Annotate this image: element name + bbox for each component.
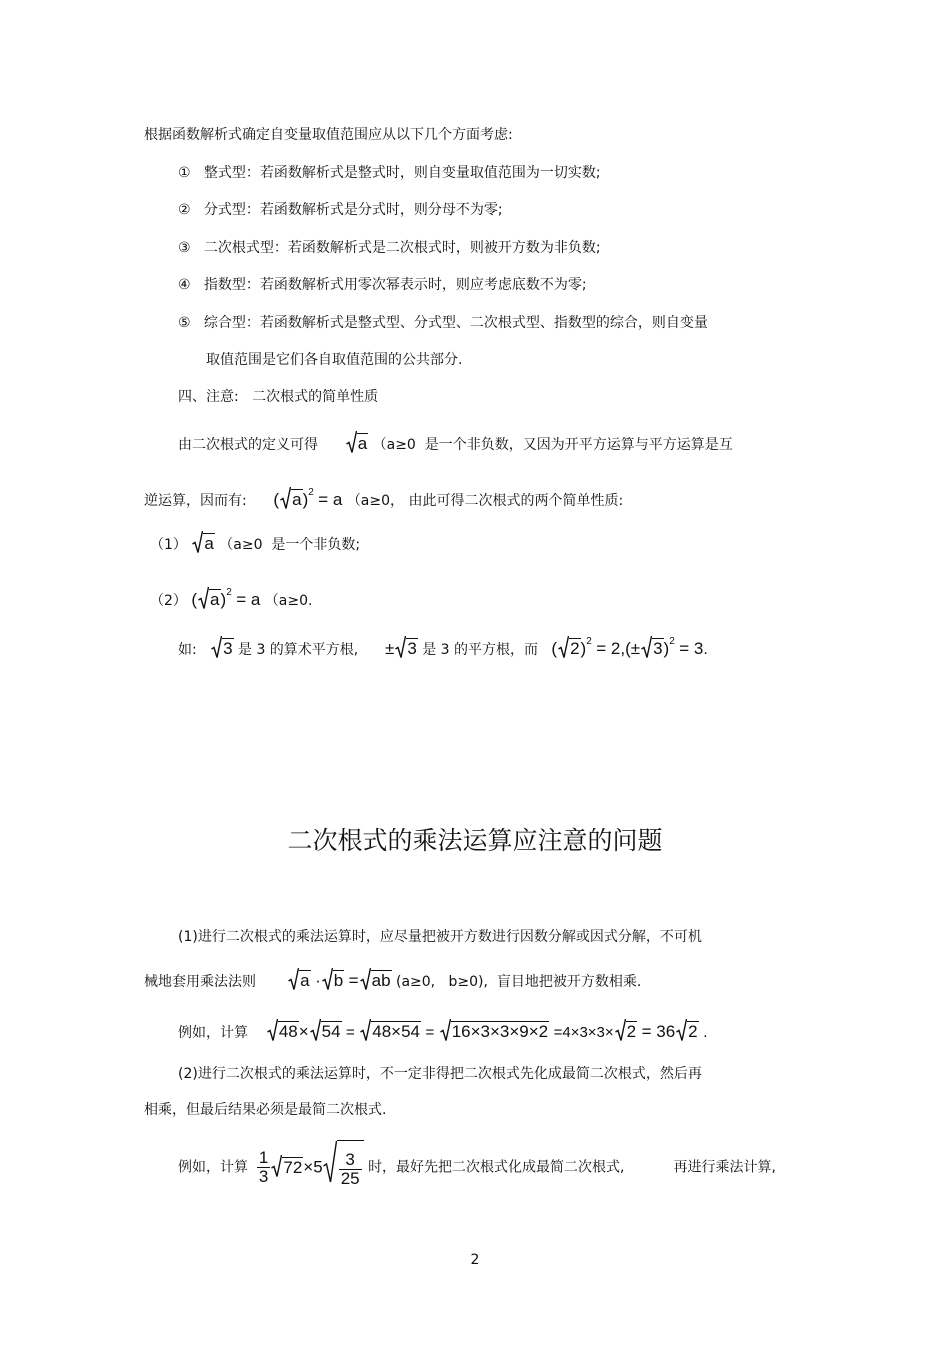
paren: ) [220, 590, 227, 609]
period: . [703, 642, 708, 658]
list-item [178, 200, 503, 220]
paren: ) [663, 639, 670, 658]
paren: ) [302, 490, 309, 509]
equals: = [348, 971, 359, 990]
intro-text: 根据函数解析式确定自变量取值范围应从以下几个方面考虑: [144, 127, 513, 143]
condition: b≥0), [448, 974, 488, 990]
item-number: ① [178, 165, 191, 181]
fraction-one-third: $\frac{1}{3}$ [258, 1148, 269, 1186]
property-1 [150, 533, 360, 555]
paren: (± [625, 639, 641, 658]
paragraph-inverse [144, 483, 623, 511]
sqrt-a: a [192, 533, 214, 554]
text: 由此可得二次根式的两个简单性质: [408, 493, 624, 509]
paragraph-q1: (1)进行二次根式的乘法运算时，应尽量把被开方数进行因数分解或因式分解，不可机 [178, 929, 702, 945]
paren: ( [551, 639, 558, 658]
example-sqrt3 [178, 632, 708, 660]
equals: = [346, 1024, 355, 1041]
exponent: 2 [308, 487, 314, 498]
item-number: ② [178, 202, 191, 218]
times: × [298, 1022, 309, 1041]
text: 再进行乘法计算, [673, 1159, 776, 1176]
equation-value: = a [236, 590, 261, 609]
equation-value: = 3 [679, 639, 704, 658]
paren: ) [580, 639, 587, 658]
text: 械地套用乘法法则 [144, 974, 256, 990]
sqrt-a: a [288, 970, 310, 991]
text: 盲目地把被开方数相乘. [496, 974, 642, 990]
paragraph-q2-continued: 相乘，但最后结果必须是最简二次根式. [144, 1102, 387, 1118]
item-text: 二次根式型：若函数解析式是二次根式时，则被开方数为非负数; [203, 240, 601, 256]
condition: （a≥0 [219, 537, 263, 553]
text: 由二次根式的定义可得 [178, 437, 318, 453]
sqrt-ab: ab [360, 970, 392, 991]
text: 是 3 的算术平方根, [238, 642, 359, 658]
condition: （a≥0， [346, 493, 405, 509]
item-text: 分式型：若函数解析式是分式时，则分母不为零; [203, 202, 503, 218]
section-heading [178, 387, 378, 407]
equation-value: = 2, [596, 639, 626, 658]
fraction-3-25: $\frac{3}{25}$ [340, 1149, 360, 1188]
result: = 36 [641, 1022, 676, 1041]
sqrt-2: 2 [558, 638, 580, 659]
property-label: （2） [150, 593, 187, 609]
dot-operator: · [315, 971, 321, 990]
condition: (a≥0, [395, 974, 436, 990]
paragraph-q2: (2)进行二次根式的乘法运算时，不一定非得把二次根式先化成最简二次根式，然后再 [178, 1066, 702, 1082]
list-item [178, 275, 587, 295]
sqrt-72: 72 [271, 1157, 303, 1178]
exponent: 2 [226, 587, 232, 598]
item-continuation: 取值范围是它们各自取值范围的公共部分. [206, 352, 463, 368]
item-text: 指数型：若函数解析式用零次幂表示时，则应考虑底数不为零; [203, 277, 587, 293]
example-fraction [178, 1140, 776, 1192]
exponent: 2 [586, 636, 592, 647]
text: 是一个非负数; [271, 537, 361, 553]
expression: =4×3×3× [553, 1024, 614, 1041]
list-item [178, 238, 601, 258]
sqrt-3: 3 [211, 638, 233, 659]
item-number: ④ [178, 277, 191, 293]
sqrt-product: 16×3×3×9×2 [440, 1021, 549, 1042]
exponent: 2 [669, 636, 675, 647]
text: 如: [178, 642, 197, 658]
sqrt-fraction [323, 1140, 364, 1195]
page-number: 2 [470, 1252, 480, 1268]
list-item [178, 313, 708, 333]
text: 时，最好先把二次根式化成最简二次根式, [368, 1159, 625, 1176]
paragraph-definition [178, 433, 733, 455]
text: 例如，计算 [178, 1159, 248, 1176]
equals: = [425, 1024, 435, 1041]
condition: （a≥0 [372, 437, 416, 453]
paragraph-q1-continued [144, 970, 641, 992]
paren: ( [191, 590, 198, 609]
sqrt-b: b [322, 970, 344, 991]
text: 是一个非负数，又因为开平方运算与平方运算是互 [424, 437, 733, 453]
sqrt-3: 3 [641, 638, 663, 659]
property-label: （1） [150, 537, 187, 553]
sqrt-2: 2 [615, 1021, 637, 1042]
sqrt-3: 3 [395, 638, 417, 659]
property-2 [150, 583, 312, 611]
plus-minus: ± [384, 639, 395, 658]
sqrt-48: 48 [267, 1021, 299, 1042]
section-title: 二次根式的简单性质 [252, 389, 379, 405]
times-five: ×5 [303, 1157, 323, 1177]
text: 逆运算，因而有: [144, 493, 247, 509]
sqrt-48x54: 48×54 [360, 1021, 421, 1042]
sqrt-54: 54 [310, 1021, 342, 1042]
item-text: 综合型：若函数解析式是整式型、分式型、二次根式型、指数型的综合，则自变量 [203, 315, 708, 331]
item-text: 整式型：若函数解析式是整式时，则自变量取值范围为一切实数; [203, 165, 601, 181]
sqrt-a: a [280, 489, 302, 510]
list-item [178, 163, 601, 183]
item-number: ⑤ [178, 315, 191, 331]
section-label: 四、注意: [178, 389, 239, 405]
sqrt-a: a [346, 433, 368, 454]
period: . [703, 1025, 708, 1041]
item-number: ③ [178, 240, 191, 256]
condition: （a≥0. [264, 593, 313, 609]
text: 例如，计算 [178, 1025, 248, 1041]
text: 是 3 的平方根，而 [422, 642, 539, 658]
paren: ( [273, 490, 280, 509]
sqrt-a: a [198, 589, 220, 610]
example-multiplication [178, 1021, 708, 1043]
page-title: 二次根式的乘法运算应注意的问题 [287, 826, 663, 855]
equation-value: = a [318, 490, 343, 509]
sqrt-2: 2 [676, 1021, 698, 1042]
